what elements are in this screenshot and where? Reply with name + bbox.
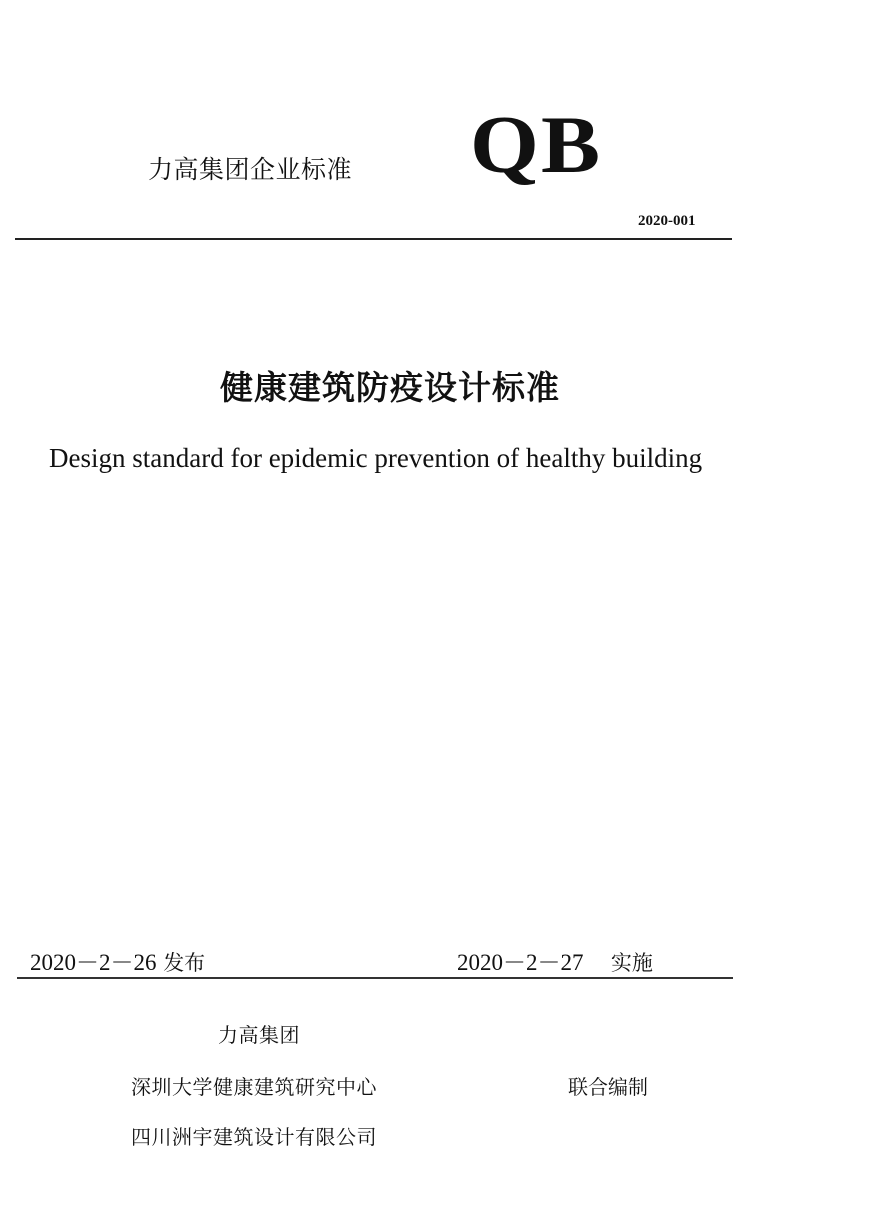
document-title-english: Design standard for epidemic prevention of healthy building xyxy=(49,443,703,473)
publish-date: 2020－2－26 xyxy=(30,950,157,975)
document-title-chinese: 健康建筑防疫设计标准 xyxy=(220,368,560,407)
compiler-organization: 力高集团 xyxy=(218,1023,300,1047)
company-standard-label: 力高集团企业标准 xyxy=(148,155,353,184)
compiler-organization: 四川洲宇建筑设计有限公司 xyxy=(131,1125,377,1149)
top-divider xyxy=(15,238,732,240)
effective-date-block xyxy=(457,944,653,977)
standard-number: 2020-001 xyxy=(638,213,696,229)
qb-standard-code: QB xyxy=(470,99,603,190)
effective-label: 实施 xyxy=(610,951,653,975)
joint-compilation-label: 联合编制 xyxy=(568,1075,648,1099)
publish-label: 发布 xyxy=(163,951,206,975)
bottom-divider xyxy=(17,977,733,979)
effective-date: 2020－2－27 xyxy=(457,950,584,975)
compiler-organization: 深圳大学健康建筑研究中心 xyxy=(131,1075,377,1099)
publish-date-block xyxy=(30,944,205,977)
